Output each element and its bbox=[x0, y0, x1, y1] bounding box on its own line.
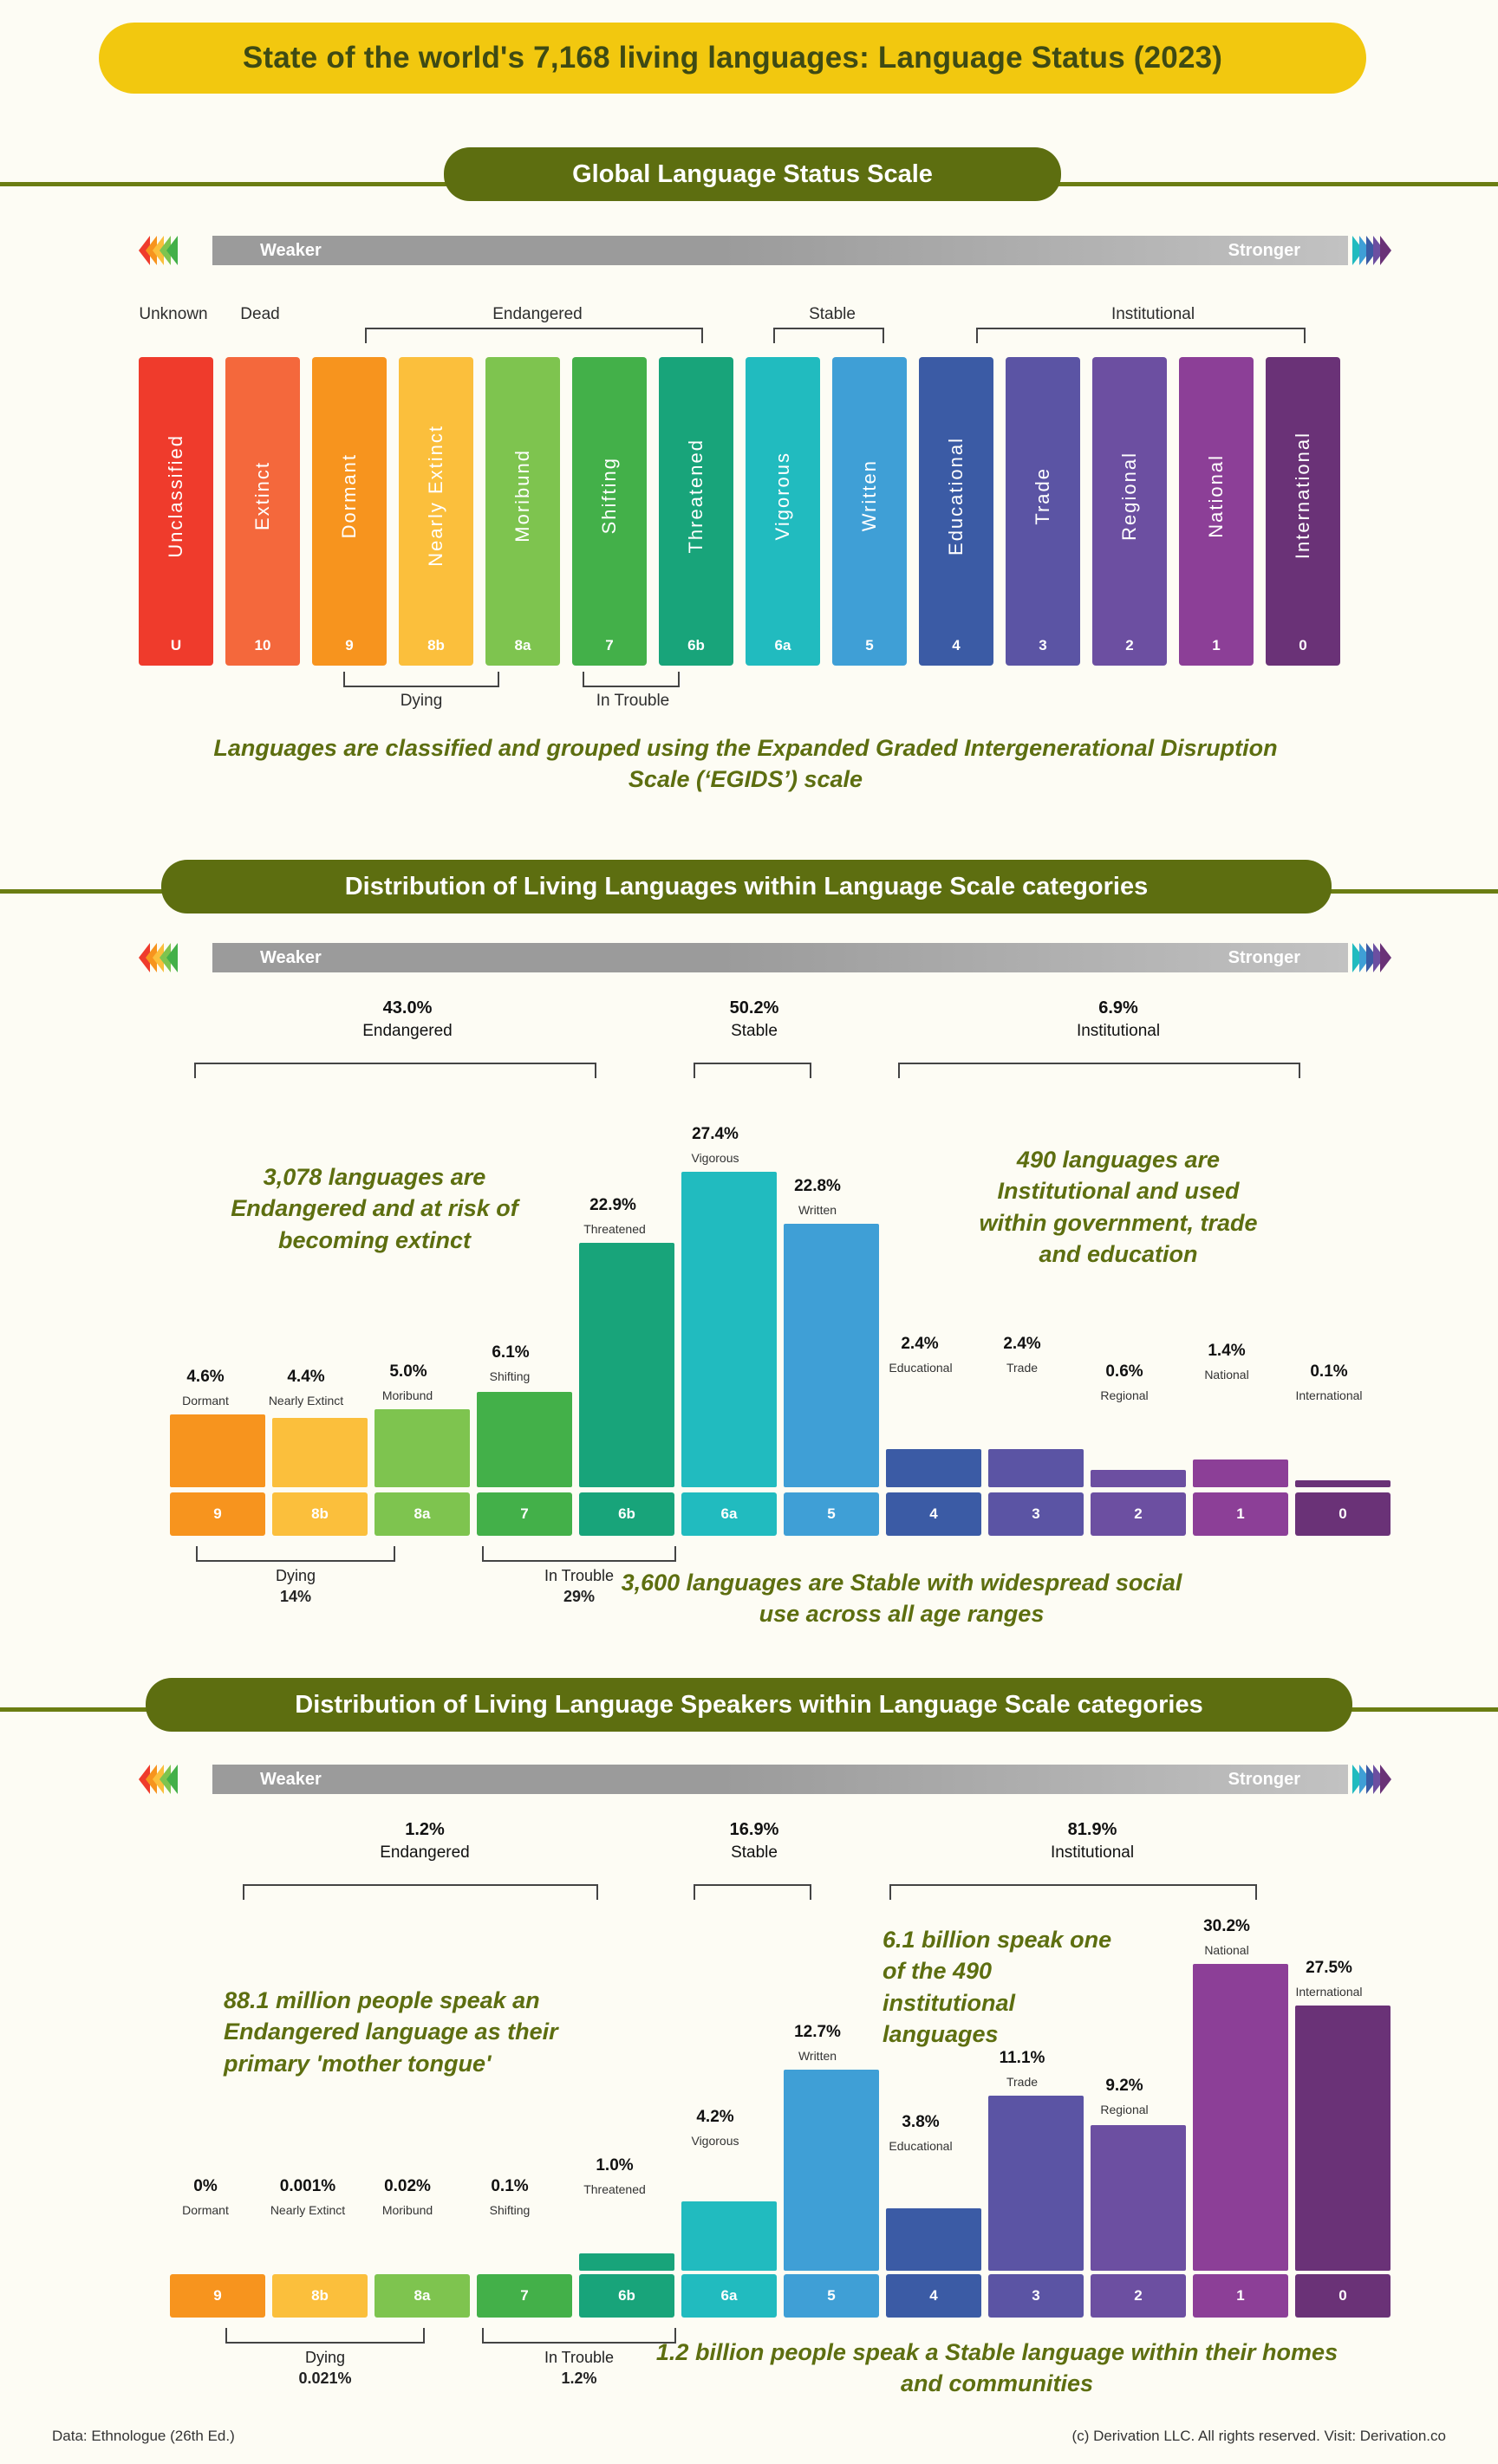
group-label-institutional: Institutional bbox=[1110, 305, 1195, 323]
section3-heading: Distribution of Living Language Speakers within Language Scale categories bbox=[146, 1678, 1352, 1732]
bracket-institutional-3 bbox=[889, 1884, 1257, 1900]
callout-institutional-2: 490 languages are Institutional and used within government, trade and education bbox=[979, 1147, 1258, 1268]
bar-educational-2[interactable] bbox=[886, 1449, 981, 1487]
bar-label-name-6a-3: Vigorous bbox=[691, 2134, 739, 2148]
bar-label-pct-9-3: 0% bbox=[193, 2177, 218, 2195]
bracket-dying-2 bbox=[196, 1546, 395, 1562]
group-total-institutional-2 bbox=[936, 997, 1300, 1043]
scale-block-nearly-extinct bbox=[399, 357, 473, 634]
sub-total-label: In Trouble bbox=[544, 2349, 615, 2366]
bar-trade-2[interactable] bbox=[988, 1449, 1084, 1487]
scale-block-label: Nearly Extinct bbox=[425, 425, 446, 567]
bracket-stable-3 bbox=[694, 1884, 811, 1900]
group-total-label: Institutional bbox=[1076, 1022, 1161, 1040]
bracket-stable-2 bbox=[694, 1063, 811, 1078]
bar-label-pct-7-2: 6.1% bbox=[492, 1343, 530, 1362]
bar-regional-3[interactable] bbox=[1091, 2125, 1186, 2271]
bar-label-name-5-2: Written bbox=[798, 1203, 837, 1217]
callout-institutional-3: 6.1 billion speak one of the 490 institutional languages bbox=[883, 1927, 1112, 2048]
section1-heading: Global Language Status Scale bbox=[444, 147, 1061, 201]
axis-code-5-3: 5 bbox=[784, 2274, 879, 2318]
bar-label-pct-8b-3: 0.001% bbox=[279, 2177, 336, 2195]
bar-national-2[interactable] bbox=[1193, 1460, 1288, 1487]
scale-block-national bbox=[1179, 357, 1254, 634]
axis-code-0-3: 0 bbox=[1295, 2274, 1391, 2318]
footer-copyright: (c) Derivation LLC. All rights reserved. Visit: Derivation.co bbox=[1071, 2428, 1446, 2444]
sub-total-label: In Trouble bbox=[544, 1567, 615, 1584]
scale-block-moribund bbox=[485, 357, 560, 634]
group-total-label: Stable bbox=[731, 1022, 778, 1040]
scale-code-6a: 6a bbox=[746, 626, 820, 666]
bar-dormant-2[interactable] bbox=[170, 1414, 265, 1487]
sub-label-in-trouble-1: In Trouble bbox=[596, 692, 670, 710]
axis-code-7-2: 7 bbox=[477, 1492, 572, 1536]
group-total-endangered-3 bbox=[277, 1818, 572, 1864]
bar-label-name-9-2: Dormant bbox=[182, 1394, 229, 1408]
group-label-unknown: Unknown bbox=[139, 305, 208, 323]
scale-code-u: U bbox=[139, 626, 213, 666]
weaker-label-2: Weaker bbox=[260, 947, 322, 967]
bar-label-pct-4-3: 3.8% bbox=[902, 2113, 940, 2131]
bar-trade-3[interactable] bbox=[988, 2096, 1084, 2271]
callout-stable-2: 3,600 languages are Stable with widespread social use across all age ranges bbox=[621, 1570, 1182, 1628]
bar-label-name-8a-3: Moribund bbox=[381, 2203, 433, 2217]
bar-label-pct-1-3: 30.2% bbox=[1203, 1917, 1250, 1935]
axis-code-6a-2: 6a bbox=[681, 1492, 777, 1536]
bar-label-name-4-2: Educational bbox=[889, 1361, 953, 1375]
axis-code-7-3: 7 bbox=[477, 2274, 572, 2318]
bar-label-name-5-3: Written bbox=[798, 2049, 837, 2063]
scale-block-dormant bbox=[312, 357, 387, 634]
bar-label-name-6b-3: Threatened bbox=[583, 2182, 646, 2196]
bar-label-pct-3-3: 11.1% bbox=[999, 2049, 1045, 2067]
bar-shifting-2[interactable] bbox=[477, 1392, 572, 1487]
callout-endangered-2: 3,078 languages are Endangered and at risk of becoming extinct bbox=[231, 1164, 518, 1253]
bar-label-pct-6a-3: 4.2% bbox=[696, 2108, 734, 2126]
axis-code-1-3: 1 bbox=[1193, 2274, 1288, 2318]
scale-block-label: Threatened bbox=[685, 438, 707, 554]
group-total-institutional-3 bbox=[910, 1818, 1274, 1864]
bar-vigorous-2[interactable] bbox=[681, 1172, 777, 1487]
axis-code-5-2: 5 bbox=[784, 1492, 879, 1536]
scale-block-international bbox=[1266, 357, 1340, 634]
bar-label-pct-0-2: 0.1% bbox=[1310, 1362, 1348, 1381]
bar-label-name-9-3: Dormant bbox=[182, 2203, 229, 2217]
bracket-dying-1 bbox=[343, 672, 499, 687]
sub-total-label: Dying bbox=[275, 1567, 316, 1584]
bar-label-pct-8a-3: 0.02% bbox=[384, 2177, 431, 2195]
scale-block-label: Trade bbox=[1032, 466, 1053, 525]
axis-code-8a-3: 8a bbox=[374, 2274, 470, 2318]
axis-code-9-2: 9 bbox=[170, 1492, 265, 1536]
bar-label-pct-2-2: 0.6% bbox=[1105, 1362, 1143, 1381]
bar-label-pct-7-3: 0.1% bbox=[491, 2177, 529, 2195]
group-total-label: Institutional bbox=[1050, 1843, 1135, 1862]
bar-vigorous-3[interactable] bbox=[681, 2201, 777, 2271]
scale-block-label: Moribund bbox=[511, 449, 533, 543]
scale-block-label: Shifting bbox=[598, 457, 620, 535]
bar-label-name-8b-3: Nearly Extinct bbox=[270, 2203, 346, 2217]
group-total-pct: 6.9% bbox=[1098, 998, 1138, 1017]
bar-written-2[interactable] bbox=[784, 1224, 879, 1487]
bar-national-3[interactable] bbox=[1193, 1964, 1288, 2271]
bar-label-name-3-2: Trade bbox=[1006, 1361, 1039, 1375]
scale-block-label: Educational bbox=[945, 436, 967, 556]
group-total-pct: 1.2% bbox=[405, 1820, 445, 1839]
bar-label-name-7-2: Shifting bbox=[489, 1369, 531, 1383]
bar-label-name-2-3: Regional bbox=[1100, 2103, 1149, 2116]
sub-total-pct: 0.021% bbox=[298, 2370, 352, 2388]
sub-total-dying-3 bbox=[225, 2347, 425, 2389]
scale-code-5: 5 bbox=[832, 626, 907, 666]
callout-endangered-3: 88.1 million people speak an Endangered language as their primary 'mother tongue' bbox=[224, 1987, 558, 2077]
scale-block-unclassified bbox=[139, 357, 213, 634]
weaker-label-3: Weaker bbox=[260, 1769, 322, 1789]
group-total-label: Endangered bbox=[362, 1022, 453, 1040]
axis-code-1-2: 1 bbox=[1193, 1492, 1288, 1536]
axis-code-6b-3: 6b bbox=[579, 2274, 674, 2318]
bar-label-pct-8b-2: 4.4% bbox=[287, 1368, 325, 1386]
group-total-pct: 50.2% bbox=[729, 998, 779, 1017]
scale-block-label: Dormant bbox=[338, 452, 360, 539]
sub-total-pct: 29% bbox=[563, 1588, 596, 1606]
stronger-label-2: Stronger bbox=[1228, 947, 1300, 967]
bar-label-pct-9-2: 4.6% bbox=[186, 1368, 225, 1386]
bar-label-pct-8a-2: 5.0% bbox=[389, 1362, 427, 1381]
egids-note: Languages are classified and grouped using the Expanded Graded Intergenerational Disruption Scale (‘EGIDS’) scale bbox=[213, 735, 1278, 793]
scale-code-9: 9 bbox=[312, 626, 387, 666]
bracket-in-trouble-1 bbox=[583, 672, 680, 687]
bar-label-name-8b-2: Nearly Extinct bbox=[268, 1394, 344, 1408]
bar-label-pct-4-2: 2.4% bbox=[901, 1335, 939, 1353]
bracket-in-trouble-2 bbox=[482, 1546, 676, 1562]
weaker-chevrons-3 bbox=[139, 1765, 173, 1794]
scale-block-educational bbox=[919, 357, 993, 634]
group-total-label: Endangered bbox=[380, 1843, 470, 1862]
bar-nearly-extinct-2[interactable] bbox=[272, 1418, 368, 1487]
scale-block-label: Vigorous bbox=[772, 451, 793, 541]
scale-block-label: Regional bbox=[1118, 451, 1140, 541]
bracket-endangered-1 bbox=[365, 328, 703, 343]
weaker-label-1: Weaker bbox=[260, 240, 322, 260]
bar-written-3[interactable] bbox=[784, 2070, 879, 2271]
bar-label-name-2-2: Regional bbox=[1100, 1388, 1149, 1402]
axis-code-2-3: 2 bbox=[1091, 2274, 1186, 2318]
bar-label-name-4-3: Educational bbox=[889, 2139, 953, 2153]
axis-code-6b-2: 6b bbox=[579, 1492, 674, 1536]
bar-threatened-2[interactable] bbox=[579, 1243, 674, 1487]
sub-label-dying-1: Dying bbox=[400, 692, 443, 710]
group-label-dead: Dead bbox=[240, 305, 280, 323]
stronger-label-1: Stronger bbox=[1228, 240, 1300, 260]
bar-label-pct-2-3: 9.2% bbox=[1105, 2077, 1143, 2095]
weaker-stronger-bar-3 bbox=[212, 1765, 1348, 1794]
page-title: State of the world's 7,168 living languages: Language Status (2023) bbox=[99, 23, 1366, 94]
callout-stable-3: 1.2 billion people speak a Stable language within their homes and communities bbox=[655, 2339, 1338, 2397]
bar-label-pct-1-2: 1.4% bbox=[1208, 1342, 1246, 1360]
weaker-stronger-bar-2 bbox=[212, 943, 1348, 972]
weaker-chevrons-2 bbox=[139, 943, 173, 972]
group-total-stable-3 bbox=[668, 1818, 841, 1864]
axis-code-3-3: 3 bbox=[988, 2274, 1084, 2318]
bar-international-2[interactable] bbox=[1295, 1480, 1391, 1487]
scale-block-regional bbox=[1092, 357, 1167, 634]
bar-label-name-0-3: International bbox=[1295, 1985, 1363, 1999]
scale-block-label: Unclassified bbox=[165, 433, 186, 558]
scale-block-threatened bbox=[659, 357, 733, 634]
bar-label-pct-0-3: 27.5% bbox=[1306, 1959, 1352, 1977]
stronger-chevrons-3 bbox=[1352, 1765, 1387, 1794]
scale-code-10: 10 bbox=[225, 626, 300, 666]
bar-label-name-1-3: National bbox=[1204, 1943, 1249, 1957]
bar-label-name-8a-2: Moribund bbox=[381, 1388, 433, 1402]
bar-label-pct-3-2: 2.4% bbox=[1003, 1335, 1041, 1353]
scale-block-written bbox=[832, 357, 907, 634]
bar-label-name-6a-2: Vigorous bbox=[691, 1151, 739, 1165]
axis-code-8b-3: 8b bbox=[272, 2274, 368, 2318]
bar-regional-2[interactable] bbox=[1091, 1470, 1186, 1487]
sub-total-dying-2 bbox=[196, 1565, 395, 1608]
footer-source: Data: Ethnologue (26th Ed.) bbox=[52, 2428, 235, 2444]
axis-code-4-3: 4 bbox=[886, 2274, 981, 2318]
bar-label-name-7-3: Shifting bbox=[489, 2203, 531, 2217]
bar-label-pct-5-2: 22.8% bbox=[794, 1177, 841, 1195]
scale-block-label: International bbox=[1292, 432, 1313, 560]
sub-total-label: Dying bbox=[304, 2349, 346, 2366]
weaker-stronger-bar-1 bbox=[212, 236, 1348, 265]
bracket-endangered-3 bbox=[243, 1884, 598, 1900]
bar-label-name-6b-2: Threatened bbox=[583, 1222, 646, 1236]
group-label-stable: Stable bbox=[809, 305, 856, 323]
group-total-pct: 43.0% bbox=[382, 998, 433, 1017]
group-total-label: Stable bbox=[731, 1843, 778, 1862]
axis-code-4-2: 4 bbox=[886, 1492, 981, 1536]
scale-code-2: 2 bbox=[1092, 626, 1167, 666]
bar-label-pct-6b-3: 1.0% bbox=[596, 2156, 634, 2175]
scale-block-trade bbox=[1006, 357, 1080, 634]
axis-code-8a-2: 8a bbox=[374, 1492, 470, 1536]
bar-educational-3[interactable] bbox=[886, 2208, 981, 2271]
axis-code-3-2: 3 bbox=[988, 1492, 1084, 1536]
scale-block-extinct bbox=[225, 357, 300, 634]
group-label-endangered: Endangered bbox=[492, 305, 583, 323]
weaker-chevrons-1 bbox=[139, 236, 173, 265]
scale-block-label: National bbox=[1205, 453, 1227, 538]
bar-label-pct-6b-2: 22.9% bbox=[589, 1196, 636, 1214]
bracket-institutional-1 bbox=[976, 328, 1306, 343]
group-total-pct: 81.9% bbox=[1067, 1820, 1117, 1839]
bracket-institutional-2 bbox=[898, 1063, 1300, 1078]
bracket-dying-3 bbox=[225, 2328, 425, 2344]
scale-code-6b: 6b bbox=[659, 626, 733, 666]
bar-label-name-0-2: International bbox=[1295, 1388, 1363, 1402]
scale-block-label: Written bbox=[858, 459, 880, 532]
sub-total-pct: 1.2% bbox=[561, 2370, 597, 2388]
bar-international-3[interactable] bbox=[1295, 2006, 1391, 2271]
section2-heading: Distribution of Living Languages within Language Scale categories bbox=[161, 860, 1332, 913]
group-total-stable-2 bbox=[668, 997, 841, 1043]
bar-label-pct-5-3: 12.7% bbox=[794, 2023, 841, 2041]
stronger-chevrons-1 bbox=[1352, 236, 1387, 265]
scale-block-label: Extinct bbox=[251, 460, 273, 531]
bracket-endangered-2 bbox=[194, 1063, 596, 1078]
stronger-chevrons-2 bbox=[1352, 943, 1387, 972]
bar-threatened-3[interactable] bbox=[579, 2253, 674, 2271]
stronger-label-3: Stronger bbox=[1228, 1769, 1300, 1789]
scale-block-shifting bbox=[572, 357, 647, 634]
bar-label-pct-6a-2: 27.4% bbox=[692, 1125, 739, 1143]
scale-code-1: 1 bbox=[1179, 626, 1254, 666]
scale-code-8a: 8a bbox=[485, 626, 560, 666]
group-total-endangered-2 bbox=[260, 997, 555, 1043]
axis-code-8b-2: 8b bbox=[272, 1492, 368, 1536]
scale-code-4: 4 bbox=[919, 626, 993, 666]
axis-code-2-2: 2 bbox=[1091, 1492, 1186, 1536]
bar-moribund-2[interactable] bbox=[374, 1409, 470, 1487]
scale-code-0: 0 bbox=[1266, 626, 1340, 666]
bar-label-name-1-2: National bbox=[1204, 1368, 1249, 1382]
group-total-pct: 16.9% bbox=[729, 1820, 779, 1839]
scale-code-3: 3 bbox=[1006, 626, 1080, 666]
bracket-stable-1 bbox=[773, 328, 884, 343]
bar-label-name-3-3: Trade bbox=[1006, 2075, 1039, 2089]
axis-code-9-3: 9 bbox=[170, 2274, 265, 2318]
scale-code-8b: 8b bbox=[399, 626, 473, 666]
sub-total-pct: 14% bbox=[279, 1588, 312, 1606]
scale-block-vigorous bbox=[746, 357, 820, 634]
axis-code-6a-3: 6a bbox=[681, 2274, 777, 2318]
axis-code-0-2: 0 bbox=[1295, 1492, 1391, 1536]
scale-code-7: 7 bbox=[572, 626, 647, 666]
